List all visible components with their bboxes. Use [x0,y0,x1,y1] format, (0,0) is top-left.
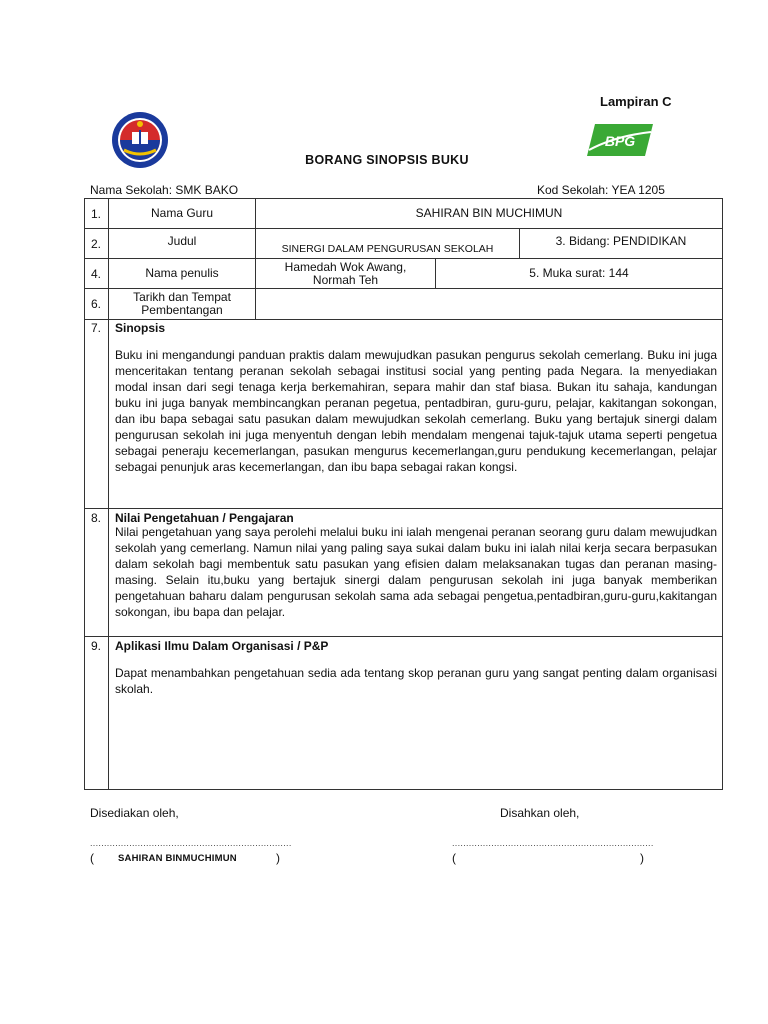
synopsis-heading: Sinopsis [115,321,166,335]
book-title-label: Judul [167,233,197,248]
presentation-label-line-2: Pembentangan [141,303,223,317]
prepared-by-label: Disediakan oleh, [90,806,179,820]
presentation-date-label [109,289,255,319]
knowledge-value-heading: Nilai Pengetahuan / Pengajaran [115,511,294,525]
row-number: 2. [91,237,102,251]
school-code: Kod Sekolah: YEA 1205 [537,183,665,197]
teacher-name-label: Nama Guru [150,206,214,220]
synopsis-form [84,198,723,790]
approved-by-label: Disahkan oleh, [500,806,580,820]
book-title-value: SINERGI DALAM PENGURUSAN SEKOLAH [281,242,494,255]
field-value: 3. Bidang: PENDIDIKAN [555,233,687,248]
row-number: 4. [91,267,102,281]
author-value [256,259,435,289]
appendix-label: Lampiran C [600,94,672,109]
synopsis-text: Buku ini mengandungi panduan praktis dalam mewujudkan pasukan pengurus sekolah cemerlang. Buku ini juga menceritakan tentang peranan sekolah sebagai institusi social yang penting pada Negara. Ia menyediakan modal insan dari segi tenaga kerja berkemahiran, separa mahir dan staf biasa. Bukan itu sahaja, kandungan buku ini juga banyak membincangkan peranan pegetua, pentadbiran, guru-guru, pelajar, kakitangan sokongan, dan ibu bapa sebagai satu pasukan dalam mewujudkan sekolah cemerlang. Buku yang bertajuk sinergi dalam pengurusan sekolah ini juga menyentuh dengan lebih mendalam mengenai tajuk-tajuk utama seperti pengetua sebagai peneraju kecemerlangan, pasukan mengurus kecemerlangan,guru pendukung kecemerlangan, pelajar sebagai penunjuk aras kecemerlangan, dan ibu bapa sebagai rakan kongsi. [115,348,717,474]
open-paren-left: ( [90,851,94,865]
author-label: Nama penulis [145,266,219,280]
close-paren-right: ) [640,851,644,865]
author-line-2: Normah Teh [312,273,379,287]
section-number: 9. [91,639,102,653]
section-number: 8. [91,511,102,525]
presentation-date-value [256,289,722,319]
form-title: BORANG SINOPSIS BUKU [305,153,469,167]
teacher-name-value: SAHIRAN BIN MUCHIMUN [415,206,563,220]
close-paren-left: ) [276,851,280,865]
preparer-name: SAHIRAN BINMUCHIMUN [118,853,237,864]
knowledge-value-text: Nilai pengetahuan yang saya perolehi melalui buku ini ialah mengenai peranan seorang guru dalam mewujudkan sekolah yang cemerlang. Namun nilai yang paling saya sukai dalam buku ini ialah nilai kerja secara berpasukan dalam sekolah bagi membentuk satu pasukan yang efisien dalam melaksanakan tugas dan peranan masing-masing. Selain itu,buku yang bertajuk sinergi dalam pengurusan sekolah ini juga banyak memberikan pengetahuan baharu dalam pengurusan sekolah sama ada sebagai pengetua,pentadbiran,guru-guru,kakitangan sokongan, ibu bapa dan pelajar. [115,525,717,619]
row-number: 6. [91,297,102,311]
application-text: Dapat menambahkan pengetahuan sedia ada tentang skop peranan guru yang sangat penting dalam organisasi skolah. [115,666,717,696]
school-name: Nama Sekolah: SMK BAKO [90,183,239,197]
author-line-1: Hamedah Wok Awang, [284,260,407,274]
section-number: 7. [91,321,102,335]
application-heading: Aplikasi Ilmu Dalam Organisasi / P&P [115,639,329,653]
signature-line-left: ........................................................................ [90,838,292,848]
page-count: 5. Muka surat: 144 [529,266,629,280]
presentation-label-line-1: Tarikh dan Tempat [133,290,231,304]
open-paren-right: ( [452,851,456,865]
bpg-logo-text: BPG [604,133,636,149]
signature-line-right: ........................................................................ [452,838,654,848]
row-number: 1. [91,207,102,221]
